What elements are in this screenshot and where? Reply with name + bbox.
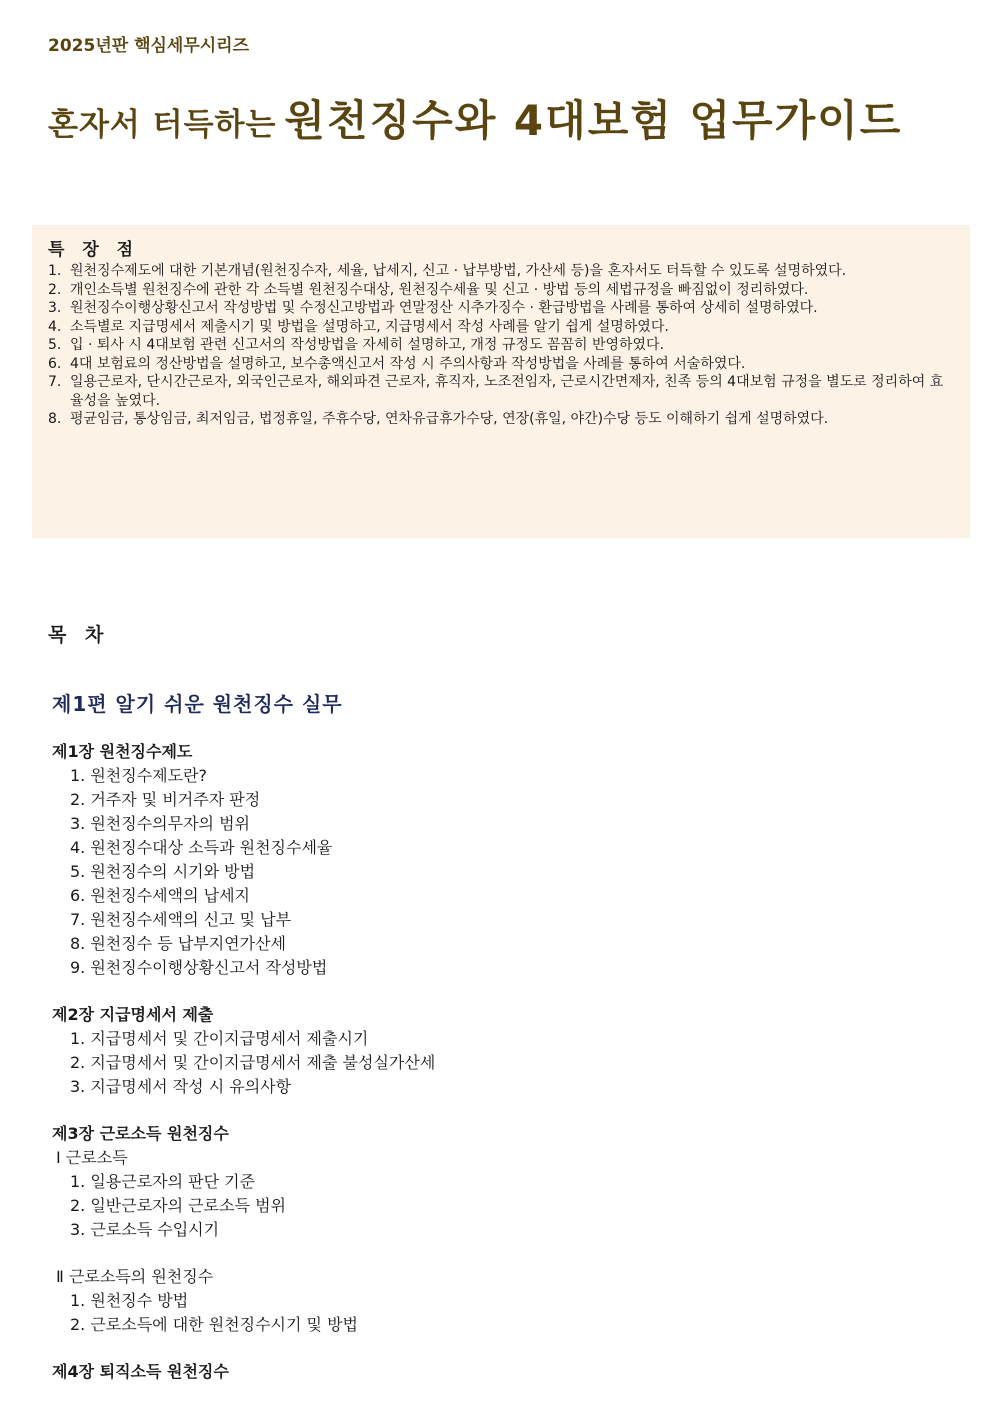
toc-item: 8. 원천징수 등 납부지연가산세 xyxy=(70,934,286,953)
feature-text: 원천징수제도에 대한 기본개념(원천징수자, 세율, 납세지, 신고 · 납부방법, 가산세 등)을 혼자서도 터득할 수 있도록 설명하였다. xyxy=(70,263,847,279)
spacer xyxy=(52,1242,952,1265)
toc-item: 2. 거주자 및 비거주자 판정 xyxy=(70,790,261,809)
chapter-title: 제4장 퇴직소득 원천징수 xyxy=(52,1362,229,1381)
chapter-title: 제1장 원천징수제도 xyxy=(52,742,193,761)
toc-item: 5. 원천징수의 시기와 방법 xyxy=(70,862,256,881)
title-main: 원천징수와 4대보험 업무가이드 xyxy=(284,96,903,145)
features-list xyxy=(48,262,954,429)
part-title: 제1편 알기 쉬운 원천징수 실무 xyxy=(52,692,343,716)
toc-item: 1. 원천징수제도란? xyxy=(70,766,208,785)
features-box xyxy=(32,225,970,538)
toc-section: Ⅰ 근로소득 xyxy=(56,1148,128,1167)
toc-item: 1. 일용근로자의 판단 기준 xyxy=(70,1172,256,1191)
toc-item: 1. 지급명세서 및 간이지급명세서 제출시기 xyxy=(70,1029,369,1048)
feature-text: 일용근로자, 단시간근로자, 외국인근로자, 해외파견 근로자, 휴직자, 노조전임자, 근로시간면제자, 친족 등의 4대보험 규정을 별도로 정리하여 효율성을 높였다. xyxy=(70,374,944,409)
spacer xyxy=(52,980,952,1003)
feature-item xyxy=(48,262,954,281)
feature-text: 평균임금, 통상임금, 최저임금, 법정휴일, 주휴수당, 연차유급휴가수당, 연장(휴일, 야간)수당 등도 이해하기 쉽게 설명하였다. xyxy=(70,411,829,427)
feature-text: 원천징수이행상황신고서 작성방법 및 수정신고방법과 연말정산 시추가징수 · 환급방법을 사례를 통하여 상세히 설명하였다. xyxy=(70,300,818,316)
toc-item: 9. 원천징수이행상황신고서 작성방법 xyxy=(70,958,328,977)
spacer xyxy=(52,1337,952,1360)
feature-item xyxy=(48,299,954,318)
feature-item xyxy=(48,336,954,355)
chapter-title: 제3장 근로소득 원천징수 xyxy=(52,1124,229,1143)
toc-item: 2. 근로소득에 대한 원천징수시기 및 방법 xyxy=(70,1315,358,1334)
spacer xyxy=(52,1099,952,1122)
feature-number: 6. xyxy=(48,355,62,372)
table-of-contents xyxy=(52,740,952,1384)
feature-text: 개인소득별 원천징수에 관한 각 소득별 원천징수대상, 원천징수세율 및 신고 · 방법 등의 세법규정을 빠짐없이 정리하였다. xyxy=(70,281,809,298)
toc-section: Ⅱ 근로소득의 원천징수 xyxy=(56,1267,214,1286)
feature-number: 4. xyxy=(48,318,62,335)
toc-item: 3. 지급명세서 작성 시 유의사항 xyxy=(70,1077,292,1096)
feature-item xyxy=(48,318,954,337)
feature-number: 5. xyxy=(48,337,62,353)
feature-item xyxy=(48,281,954,300)
toc-item: 6. 원천징수세액의 납세지 xyxy=(70,886,250,905)
feature-number: 7. xyxy=(48,374,62,390)
toc-item: 3. 원천징수의무자의 범위 xyxy=(70,814,250,833)
features-heading: 특 장 점 xyxy=(48,240,140,260)
feature-text: 4대 보험료의 정산방법을 설명하고, 보수총액신고서 작성 시 주의사항과 작성방법을 사례를 통하여 서술하였다. xyxy=(70,355,746,372)
feature-number: 3. xyxy=(48,300,62,316)
feature-number: 2. xyxy=(48,281,62,298)
feature-number: 1. xyxy=(48,263,62,279)
feature-item xyxy=(48,410,954,429)
feature-number: 8. xyxy=(48,411,62,427)
toc-item: 2. 일반근로자의 근로소득 범위 xyxy=(70,1196,286,1215)
chapter-title: 제2장 지급명세서 제출 xyxy=(52,1005,214,1024)
series-label: 2025년판 핵심세무시리즈 xyxy=(48,36,250,56)
toc-item: 4. 원천징수대상 소득과 원천징수세율 xyxy=(70,838,333,857)
toc-item: 3. 근로소득 수입시기 xyxy=(70,1220,220,1239)
toc-heading: 목 차 xyxy=(48,624,110,646)
toc-item: 7. 원천징수세액의 신고 및 납부 xyxy=(70,910,292,929)
toc-item: 2. 지급명세서 및 간이지급명세서 제출 불성실가산세 xyxy=(70,1053,436,1072)
toc-item: 1. 원천징수 방법 xyxy=(70,1291,189,1310)
page-title xyxy=(48,88,902,148)
feature-text: 소득별로 지급명세서 제출시기 및 방법을 설명하고, 지급명세서 작성 사례를 알기 쉽게 설명하였다. xyxy=(70,318,669,335)
feature-text: 입 · 퇴사 시 4대보험 관련 신고서의 작성방법을 자세히 설명하고, 개정 규정도 꼼꼼히 반영하였다. xyxy=(70,337,665,353)
feature-item xyxy=(48,355,954,374)
title-prefix: 혼자서 터득하는 xyxy=(48,107,277,143)
feature-item xyxy=(48,373,954,410)
